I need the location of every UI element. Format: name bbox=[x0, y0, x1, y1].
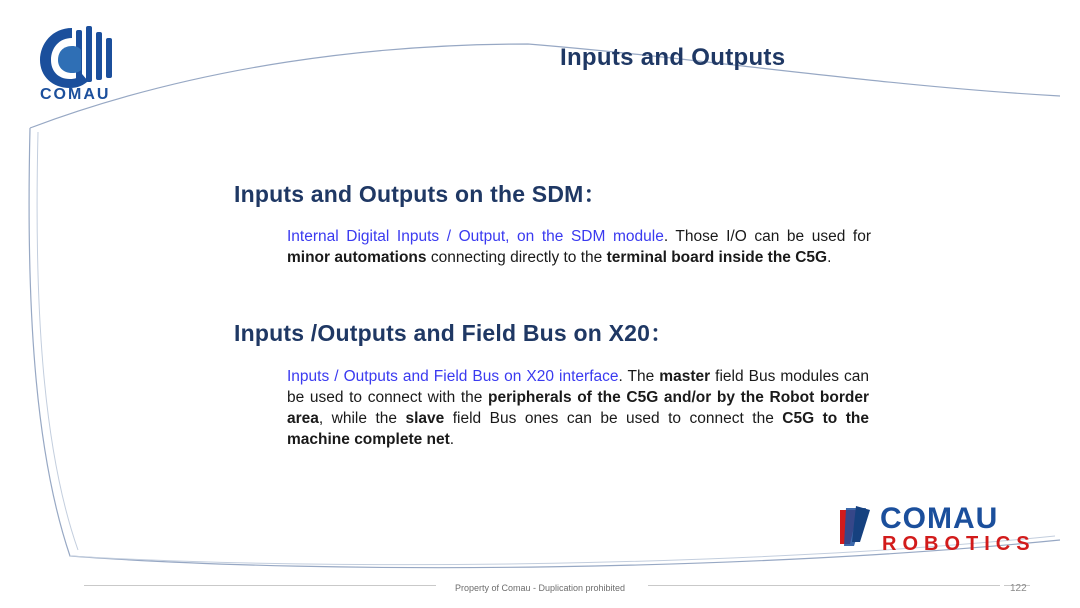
comau-logo bbox=[32, 22, 142, 104]
x20-bold1: master bbox=[659, 368, 711, 385]
x20-bold3: slave bbox=[405, 410, 445, 427]
footer-copyright: Property of Comau - Duplication prohibited bbox=[454, 583, 626, 593]
section-heading-sdm: Inputs and Outputs on the SDM： bbox=[234, 181, 607, 207]
x20-bold2: peripherals of the C5G and/or by the Robot border area bbox=[287, 389, 869, 427]
x20-text-part1: . The bbox=[618, 368, 660, 385]
footer-divider-right bbox=[648, 585, 1000, 586]
x20-text-part4: field Bus ones can be used to connect the bbox=[444, 410, 783, 427]
page-number: 122 bbox=[1010, 583, 1027, 594]
x20-bold4: C5G to the machine complete net bbox=[287, 410, 869, 448]
sdm-lead-text: Internal Digital Inputs / Output, on the SDM module bbox=[287, 228, 664, 245]
sdm-bold1: minor automations bbox=[287, 249, 427, 266]
sdm-text-part3: . bbox=[827, 249, 832, 266]
brand-name: COMAU bbox=[880, 502, 999, 535]
x20-text-part2: field Bus modules can be used to connect with the bbox=[287, 368, 869, 406]
sdm-text-part1: . Those I/O can be used for bbox=[663, 228, 871, 245]
x20-text-part5: . bbox=[449, 431, 455, 448]
sdm-text-part2: connecting directly to the bbox=[426, 249, 607, 266]
comau-logo-text: COMAU bbox=[40, 86, 111, 103]
brand-subtitle: ROBOTICS bbox=[882, 533, 1036, 555]
sdm-bold2: terminal board inside the C5G bbox=[606, 249, 828, 266]
comau-logo-icon bbox=[32, 22, 142, 92]
footer-divider-left bbox=[84, 585, 436, 586]
section-body-sdm bbox=[287, 226, 871, 268]
section-body-x20 bbox=[287, 366, 869, 450]
x20-lead-text: Inputs / Outputs and Field Bus on X20 interface bbox=[287, 368, 619, 385]
section-heading-x20: Inputs /Outputs and Field Bus on X20： bbox=[234, 320, 674, 346]
x20-text-part3: , while the bbox=[318, 410, 406, 427]
comau-robotics-logo bbox=[836, 502, 1056, 560]
comau-robotics-mark-icon bbox=[836, 502, 884, 550]
page-title: Inputs and Outputs bbox=[560, 44, 786, 71]
